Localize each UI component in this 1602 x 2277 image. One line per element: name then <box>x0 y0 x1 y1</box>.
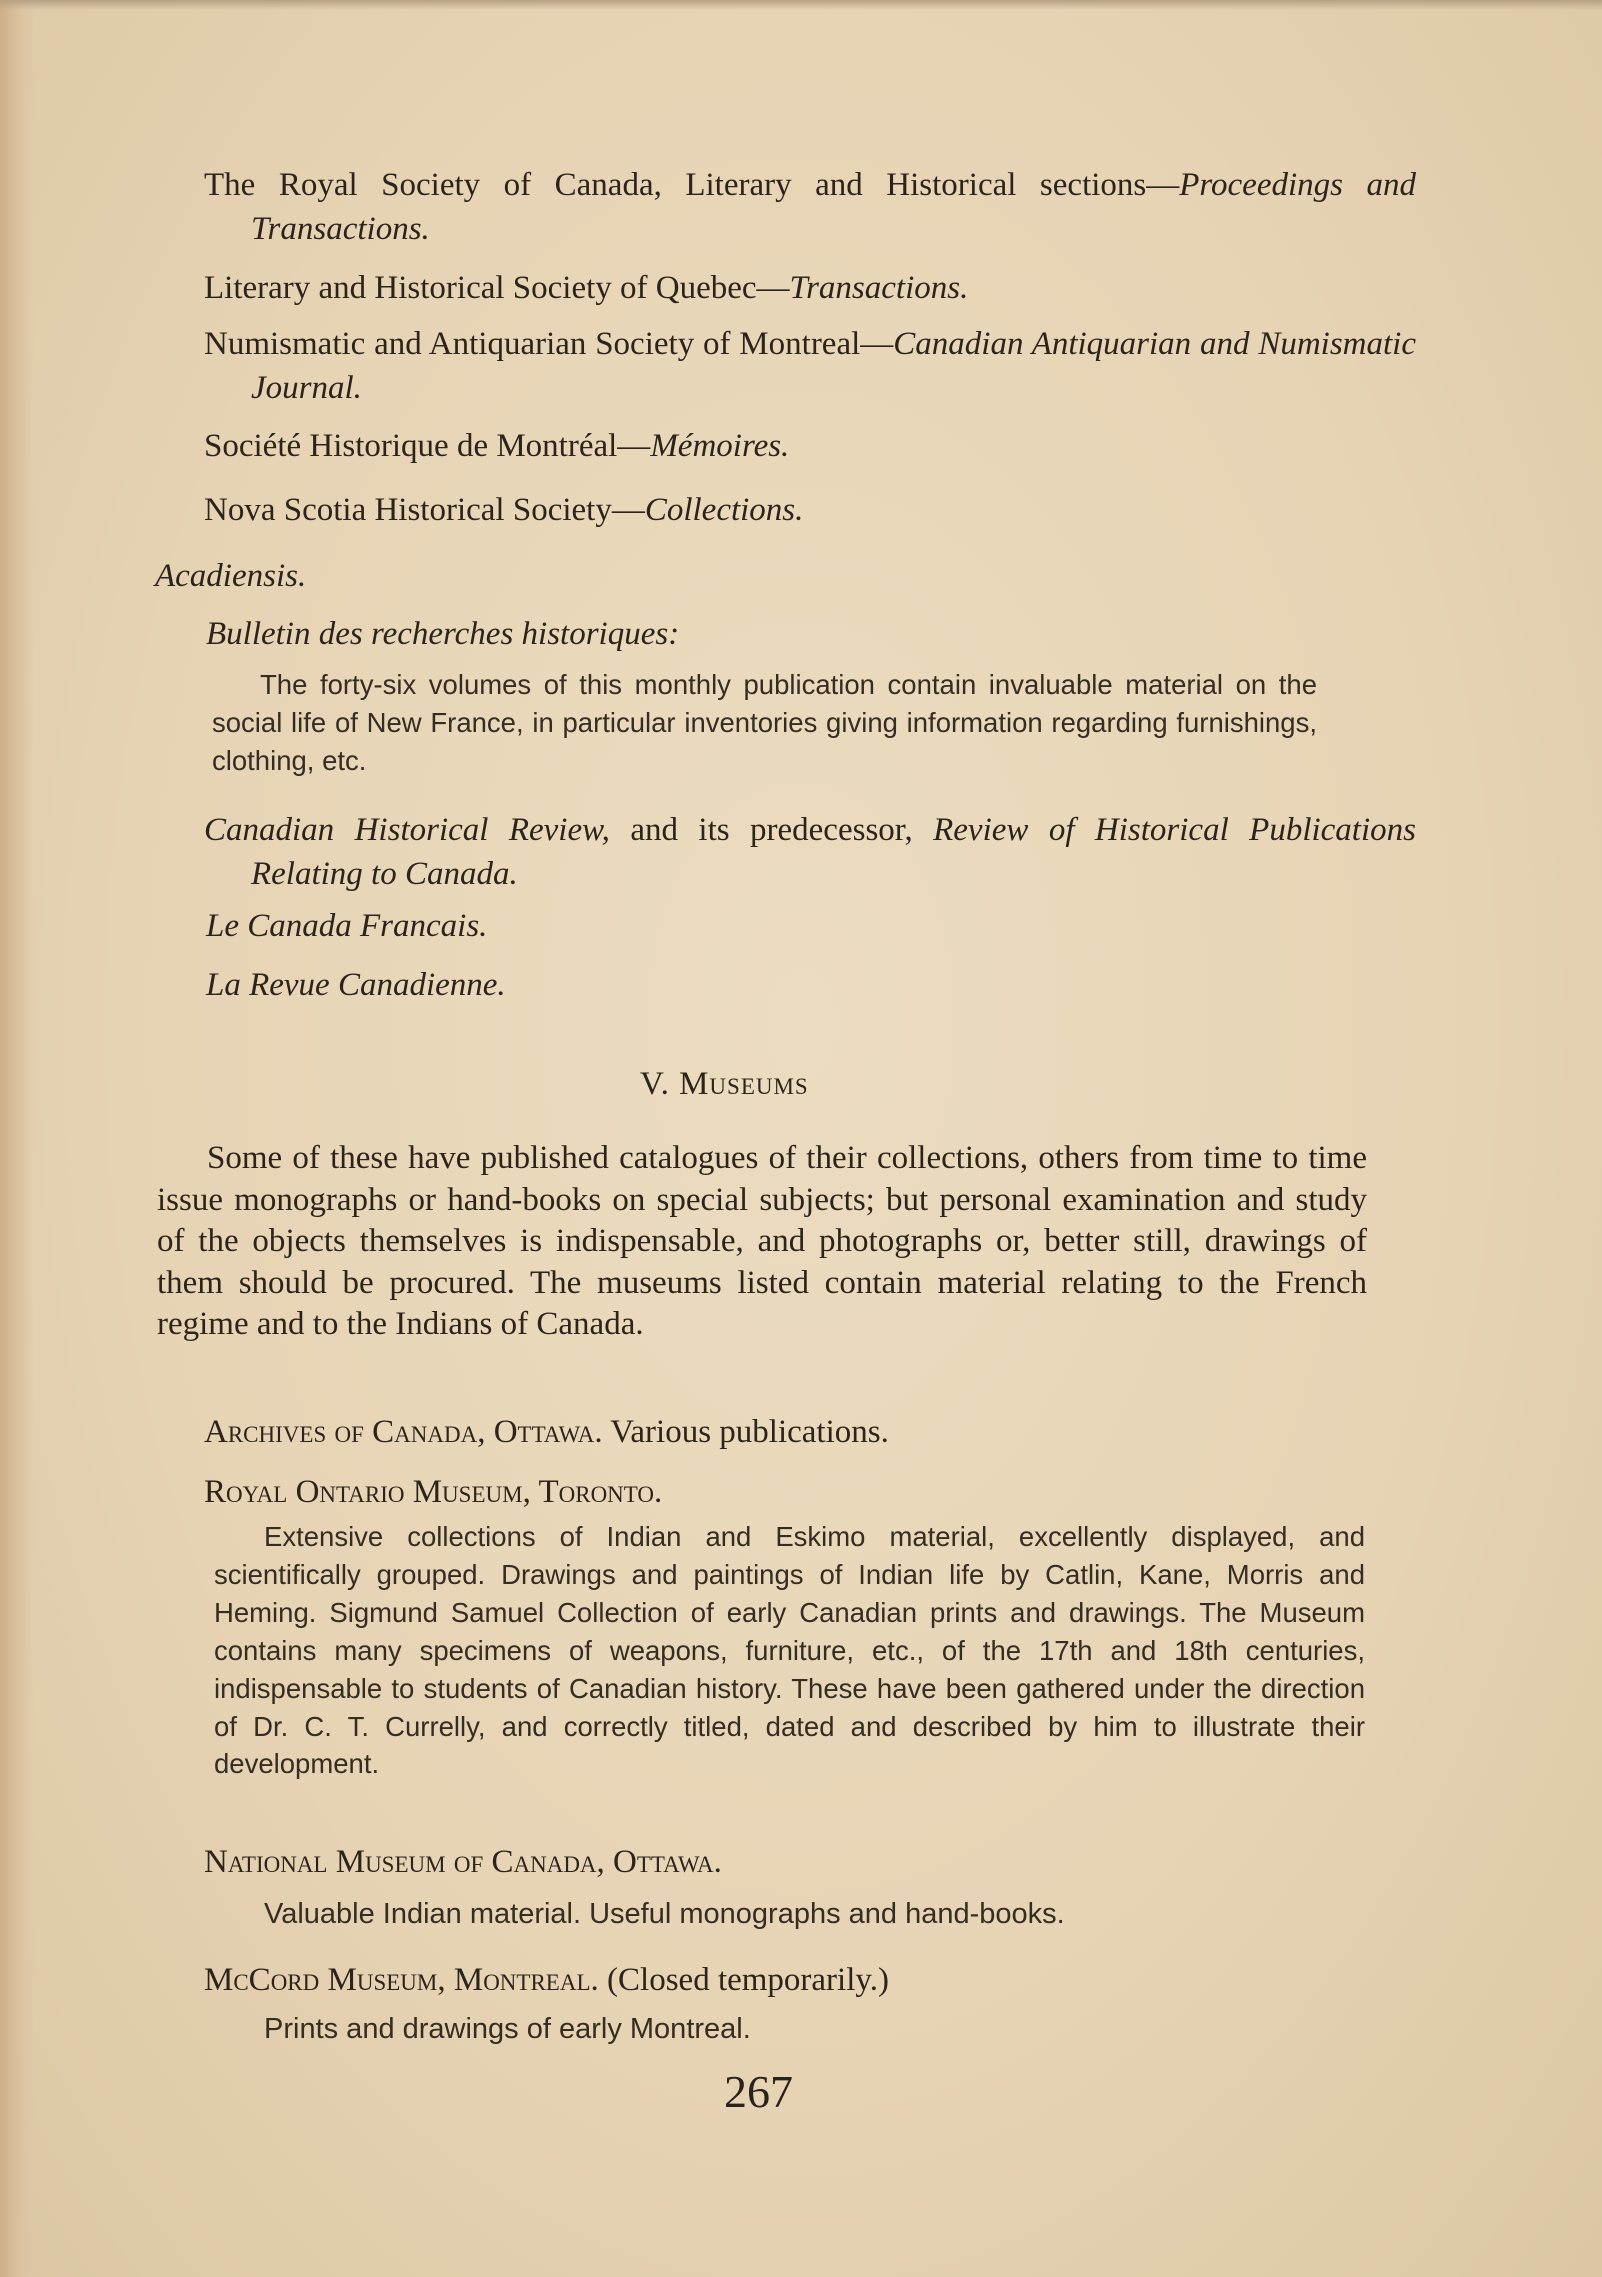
entry-publication: Mémoires. <box>650 428 790 464</box>
entry-publication: Proceedings and Transactions. <box>251 167 1416 247</box>
museum-rom-description: Extensive collections of Indian and Eskimo material, excellently displayed, and scientifically grouped. Drawings and paintings of Indian life by Catlin, Kane, Morris and Heming. Sigmund Samuel Collection of early Canadian prints and drawings. The Museum contains many specimens of weapons, furniture, etc., of the 17th and 18th centuries, indispensable to students of Canadian history. These have been gathered under the direction of Dr. C. T. Currelly, and correctly titled, dated and described by him to illustrate their development. <box>214 1521 1365 1780</box>
page-number: 267 <box>724 2066 793 2117</box>
museum-name: Royal Ontario Museum, Toronto. <box>204 1474 663 1510</box>
entry-societe-historique <box>204 424 1416 468</box>
section-heading: V. Museums <box>640 1066 809 1102</box>
entry-numismatic-society <box>204 322 1416 410</box>
entry-org: Numismatic and Antiquarian Society of Montreal— <box>204 326 894 362</box>
entry-org: Literary and Historical Society of Quebec— <box>204 270 790 306</box>
museum-name: Archives of Canada, Ottawa. <box>204 1414 603 1450</box>
museum-name: McCord Museum, Montreal. <box>204 1962 599 1998</box>
entry-la-revue-canadienne: La Revue Canadienne. <box>206 967 506 1003</box>
museums-intro-paragraph: Some of these have published catalogues of their collections, others from time to time issue monographs or hand-books on special subjects; but personal examination and study of the objects themselves is indispensable, and photographs or, better still, drawings of them should be procured. The museums listed contain material relating to the French regime and to the Indians of Canada. <box>157 1140 1367 1343</box>
entry-org: Nova Scotia Historical Society— <box>204 492 645 528</box>
museum-mccord <box>204 1958 1364 2002</box>
entry-bulletin-title: Bulletin des recherches historiques: <box>206 616 680 652</box>
entry-org: The Royal Society of Canada, Literary and Historical sections— <box>204 167 1180 203</box>
page-top-shadow <box>0 0 1602 10</box>
entry-acadiensis: Acadiensis. <box>155 558 307 594</box>
entry-canadian-historical-review <box>204 808 1416 896</box>
entry-bulletin-description: The forty-six volumes of this monthly publication contain invaluable material on the social life of New France, in particular inventories giving information regarding furnishings, clothing, etc. <box>212 669 1317 776</box>
museum-mccord-description: Prints and drawings of early Montreal. <box>264 2013 751 2045</box>
entry-nova-scotia <box>204 488 1416 532</box>
museum-name: National Museum of Canada, Ottawa. <box>204 1844 722 1880</box>
museum-note: Various publications. <box>602 1414 889 1450</box>
entry-publication: Canadian Antiquarian and Numismatic Journal. <box>251 326 1416 406</box>
entry-connector: and its predecessor, <box>609 812 934 848</box>
entry-publication: Transactions. <box>789 270 969 306</box>
entry-quebec-society <box>204 266 1416 310</box>
entry-le-canada-francais: Le Canada Francais. <box>206 908 488 944</box>
page-edge-shadow <box>0 0 34 2277</box>
museum-royal-ontario <box>204 1470 1364 1514</box>
entry-publication: Collections. <box>644 492 804 528</box>
entry-royal-society <box>204 163 1416 251</box>
museum-national-description: Valuable Indian material. Useful monographs and hand-books. <box>264 1898 1065 1930</box>
museum-note: (Closed temporarily.) <box>598 1962 889 1998</box>
museum-archives-of-canada <box>204 1410 1364 1454</box>
entry-publication: Canadian Historical Review, <box>204 812 610 848</box>
entry-org: Société Historique de Montréal— <box>204 428 651 464</box>
entry-publication-predecessor: Review of Historical Publications Relating to Canada. <box>251 812 1416 892</box>
museum-national-museum <box>204 1840 1364 1884</box>
